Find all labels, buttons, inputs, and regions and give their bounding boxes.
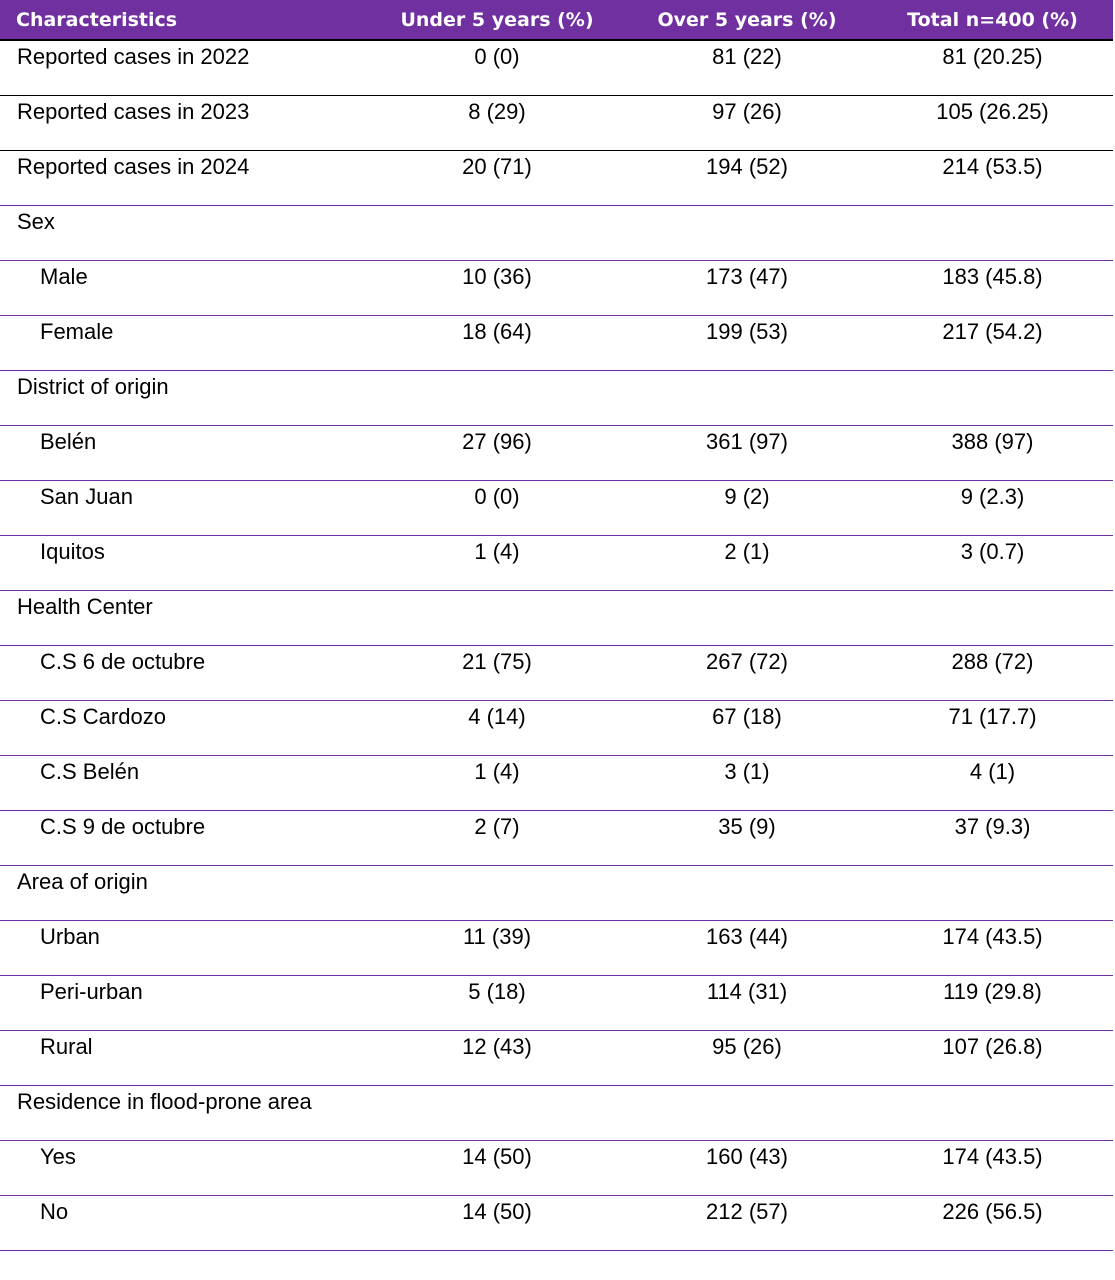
cell-under-5 (372, 1141, 622, 1196)
table-row (0, 96, 1113, 151)
cell-over-5 (622, 371, 872, 426)
cell-total-text: 288 (72) (951, 649, 1034, 674)
row-label (0, 976, 372, 1031)
cell-under-5-text: 11 (39) (462, 924, 532, 949)
cell-total-text: 9 (2.3) (960, 484, 1025, 509)
table-row (0, 151, 1113, 206)
cell-total (872, 426, 1113, 481)
cell-under-5 (372, 206, 622, 261)
cell-total (872, 371, 1113, 426)
cell-total-text: 174 (43.5) (942, 1144, 1043, 1169)
row-label-text: C.S 6 de octubre (40, 649, 206, 674)
cell-over-5 (622, 40, 872, 96)
cell-over-5 (622, 976, 872, 1031)
cell-total (872, 756, 1113, 811)
cell-total-text: 388 (97) (951, 429, 1034, 454)
cell-total-text: 4 (1) (969, 759, 1016, 784)
row-label-text: Reported cases in 2024 (17, 154, 250, 179)
row-label-text: Female (40, 319, 114, 344)
table-row (0, 646, 1113, 701)
cell-total-text: 81 (20.25) (942, 44, 1043, 69)
cell-under-5 (372, 426, 622, 481)
row-label (0, 261, 372, 316)
cell-total-text: 105 (26.25) (936, 99, 1049, 124)
cell-under-5-text: 4 (14) (468, 704, 526, 729)
cell-under-5 (372, 151, 622, 206)
cell-under-5 (372, 96, 622, 151)
row-label-text: Belén (40, 429, 97, 454)
cell-total-text: 71 (17.7) (948, 704, 1037, 729)
cell-over-5 (622, 591, 872, 646)
row-label-text: Iquitos (40, 539, 105, 564)
row-label (0, 1031, 372, 1086)
cell-under-5-text: 12 (43) (462, 1034, 532, 1059)
row-label (0, 371, 372, 426)
cell-total-text: 107 (26.8) (942, 1034, 1043, 1059)
cell-under-5-text: 10 (36) (462, 264, 532, 289)
column-header-total: Total n=400 (%) (872, 0, 1113, 40)
cell-under-5-text: 5 (18) (468, 979, 526, 1004)
table-row (0, 261, 1113, 316)
cell-over-5-text: 114 (31) (706, 979, 788, 1004)
row-label (0, 1086, 372, 1141)
cell-under-5-text: 0 (0) (474, 44, 520, 69)
cell-total (872, 96, 1113, 151)
row-label-text: Sex (17, 209, 55, 234)
cell-over-5-text: 95 (26) (712, 1034, 782, 1059)
cell-under-5 (372, 701, 622, 756)
row-label-text: Male (40, 264, 88, 289)
cell-total (872, 811, 1113, 866)
row-label (0, 426, 372, 481)
table-row (0, 1086, 1113, 1141)
cell-under-5 (372, 261, 622, 316)
row-label-text: San Juan (40, 484, 133, 509)
cell-over-5 (622, 701, 872, 756)
table-row (0, 1196, 1113, 1251)
cell-under-5 (372, 1196, 622, 1251)
cell-over-5-text: 160 (43) (706, 1144, 788, 1169)
column-header-over-5: Over 5 years (%) (622, 0, 872, 40)
row-label-text: C.S Cardozo (40, 704, 166, 729)
table-row (0, 1031, 1113, 1086)
cell-total (872, 316, 1113, 371)
cell-total-text: 37 (9.3) (954, 814, 1031, 839)
row-label (0, 701, 372, 756)
row-label-text: C.S 9 de octubre (40, 814, 206, 839)
row-label (0, 866, 372, 921)
cell-total (872, 1196, 1113, 1251)
cell-total (872, 976, 1113, 1031)
cell-total (872, 701, 1113, 756)
table-row (0, 206, 1113, 261)
cell-over-5-text: 173 (47) (706, 264, 788, 289)
cell-over-5-text: 35 (9) (718, 814, 776, 839)
cell-under-5 (372, 591, 622, 646)
row-label (0, 1196, 372, 1251)
cell-total-text: 183 (45.8) (942, 264, 1043, 289)
cell-over-5 (622, 96, 872, 151)
cell-over-5 (622, 151, 872, 206)
cell-under-5 (372, 811, 622, 866)
cell-total (872, 1141, 1113, 1196)
cell-total (872, 481, 1113, 536)
cell-over-5-text: 9 (2) (724, 484, 770, 509)
cell-under-5 (372, 40, 622, 96)
row-label-text: Yes (40, 1144, 76, 1169)
row-label-text: No (40, 1199, 69, 1224)
cell-over-5 (622, 1086, 872, 1141)
cell-over-5 (622, 206, 872, 261)
cell-total (872, 921, 1113, 976)
cell-over-5-text: 67 (18) (712, 704, 782, 729)
row-label (0, 151, 372, 206)
cell-under-5 (372, 371, 622, 426)
cell-under-5-text: 0 (0) (474, 484, 520, 509)
cell-total (872, 206, 1113, 261)
cell-over-5-text: 163 (44) (706, 924, 788, 949)
cell-total (872, 40, 1113, 96)
cell-total-text: 214 (53.5) (942, 154, 1043, 179)
column-header-under-5: Under 5 years (%) (372, 0, 622, 40)
row-label (0, 1141, 372, 1196)
cell-under-5 (372, 921, 622, 976)
cell-total-text: 174 (43.5) (942, 924, 1043, 949)
cell-under-5-text: 18 (64) (462, 319, 532, 344)
row-label-text: Health Center (17, 594, 153, 619)
table-row (0, 536, 1113, 591)
row-label (0, 206, 372, 261)
cell-under-5-text: 27 (96) (462, 429, 532, 454)
cell-total (872, 1031, 1113, 1086)
cell-under-5 (372, 1031, 622, 1086)
cell-total (872, 591, 1113, 646)
cell-under-5-text: 1 (4) (474, 759, 520, 784)
cell-over-5-text: 2 (1) (724, 539, 770, 564)
cell-over-5-text: 3 (1) (724, 759, 770, 784)
table-row (0, 426, 1113, 481)
row-label (0, 40, 372, 96)
table-row (0, 591, 1113, 646)
cell-total-text: 226 (56.5) (942, 1199, 1043, 1224)
header-row (0, 0, 1113, 40)
table-body (0, 40, 1113, 1251)
row-label (0, 811, 372, 866)
cell-over-5 (622, 1196, 872, 1251)
row-label-text: District of origin (17, 374, 169, 399)
cell-under-5 (372, 1086, 622, 1141)
cell-over-5 (622, 866, 872, 921)
cell-under-5-text: 8 (29) (468, 99, 526, 124)
row-label (0, 756, 372, 811)
row-label-text: Reported cases in 2023 (17, 99, 250, 124)
cell-total (872, 866, 1113, 921)
cell-under-5 (372, 976, 622, 1031)
cell-under-5 (372, 536, 622, 591)
cell-under-5-text: 14 (50) (462, 1144, 532, 1169)
cell-under-5 (372, 756, 622, 811)
cell-under-5-text: 14 (50) (462, 1199, 532, 1224)
table-row (0, 811, 1113, 866)
cell-over-5 (622, 481, 872, 536)
table-row (0, 481, 1113, 536)
cell-total-text: 217 (54.2) (942, 319, 1043, 344)
cell-over-5 (622, 921, 872, 976)
cell-over-5 (622, 1141, 872, 1196)
row-label-text: C.S Belén (40, 759, 140, 784)
table-row (0, 371, 1113, 426)
cell-under-5 (372, 646, 622, 701)
cell-over-5 (622, 426, 872, 481)
cell-over-5-text: 199 (53) (706, 319, 788, 344)
table-row (0, 40, 1113, 96)
cell-over-5-text: 267 (72) (706, 649, 788, 674)
table-row (0, 701, 1113, 756)
cell-under-5-text: 2 (7) (474, 814, 520, 839)
cell-total (872, 1086, 1113, 1141)
cell-over-5-text: 212 (57) (706, 1199, 788, 1224)
row-label (0, 316, 372, 371)
cell-total-text: 119 (29.8) (943, 979, 1042, 1004)
table-row (0, 1141, 1113, 1196)
table-row (0, 756, 1113, 811)
row-label-text: Area of origin (17, 869, 148, 894)
cell-over-5 (622, 646, 872, 701)
cell-over-5 (622, 756, 872, 811)
row-label-text: Residence in flood-prone area (17, 1089, 312, 1114)
table-row (0, 866, 1113, 921)
cell-total (872, 536, 1113, 591)
table-row (0, 921, 1113, 976)
cell-over-5 (622, 811, 872, 866)
cell-total-text: 3 (0.7) (960, 539, 1025, 564)
row-label (0, 96, 372, 151)
cell-over-5 (622, 261, 872, 316)
table-row (0, 976, 1113, 1031)
cell-over-5 (622, 316, 872, 371)
cell-over-5 (622, 1031, 872, 1086)
table-row (0, 316, 1113, 371)
cell-total (872, 646, 1113, 701)
cell-over-5-text: 97 (26) (712, 99, 782, 124)
table-header (0, 0, 1113, 40)
cell-under-5-text: 21 (75) (462, 649, 532, 674)
column-header-characteristics: Characteristics (0, 0, 372, 40)
row-label-text: Peri-urban (40, 979, 143, 1004)
cell-under-5 (372, 481, 622, 536)
cell-under-5-text: 20 (71) (462, 154, 532, 179)
cell-over-5-text: 81 (22) (712, 44, 782, 69)
cell-over-5-text: 361 (97) (706, 429, 788, 454)
cell-total (872, 151, 1113, 206)
cell-under-5 (372, 316, 622, 371)
row-label (0, 646, 372, 701)
row-label-text: Urban (40, 924, 100, 949)
row-label-text: Reported cases in 2022 (17, 44, 250, 69)
cell-under-5-text: 1 (4) (474, 539, 520, 564)
row-label (0, 481, 372, 536)
cell-over-5 (622, 536, 872, 591)
row-label (0, 536, 372, 591)
cell-total (872, 261, 1113, 316)
row-label-text: Rural (40, 1034, 93, 1059)
row-label (0, 921, 372, 976)
row-label (0, 591, 372, 646)
cell-over-5-text: 194 (52) (706, 154, 788, 179)
cell-under-5 (372, 866, 622, 921)
